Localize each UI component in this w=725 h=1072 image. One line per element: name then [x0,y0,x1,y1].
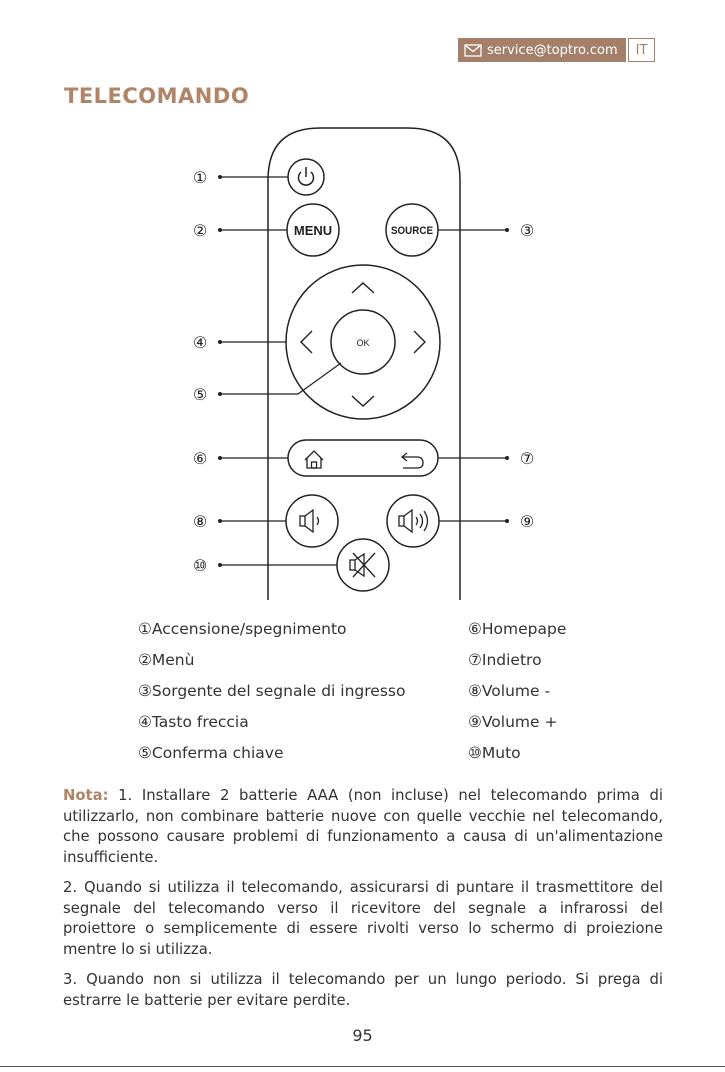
legend [138,620,608,770]
mute-button[interactable] [337,539,389,591]
callout-9: ⑨ [519,512,535,531]
legend-item: ①Accensione/spegnimento [138,620,347,638]
note-label: Nota: [63,787,109,804]
callout-10: ⑩ [192,556,208,575]
volume-up-button[interactable] [387,495,439,547]
legend-item: ⑤Conferma chiave [138,744,284,762]
legend-item: ④Tasto freccia [138,713,249,731]
email-text: service@toptro.com [487,42,618,58]
legend-item: ③Sorgente del segnale di ingresso [138,682,406,700]
menu-button-label: MENU [293,223,333,238]
note-1 [63,786,663,868]
envelope-icon [464,44,482,57]
ok-button-label: OK [356,338,370,348]
legend-item: ⑨Volume + [468,713,558,731]
language-badge: IT [628,38,656,62]
volume-down-button[interactable] [286,495,338,547]
legend-item: ⑦Indietro [468,651,542,669]
callout-5: ⑤ [192,385,208,404]
bottom-divider [0,1066,725,1067]
callout-7: ⑦ [519,449,535,468]
callout-8: ⑧ [192,512,208,531]
legend-item: ⑩Muto [468,744,521,762]
callout-2: ② [192,221,208,240]
source-button-label: SOURCE [391,225,433,237]
home-back-bar [288,440,438,476]
page-number: 95 [352,1026,373,1045]
callout-1: ① [192,168,208,187]
legend-item: ②Menù [138,651,195,669]
email-box[interactable] [458,38,626,62]
legend-item: ⑥Homepape [468,620,567,638]
note-3: 3. Quando non si utilizza il telecomando per un lungo periodo. Si prega di estrarre le batterie per evitare perdite. [63,971,663,1009]
callout-4: ④ [192,333,208,352]
menu-button[interactable] [287,204,339,256]
page-title: TELECOMANDO [64,84,250,108]
power-button[interactable] [288,159,324,195]
legend-item: ⑧Volume - [468,682,551,700]
remote-diagram [150,120,570,610]
callout-3: ③ [519,221,535,240]
source-button[interactable] [386,204,438,256]
notes-section [63,786,663,1021]
note-1-text: 1. Installare 2 batterie AAA (non incluse) nel telecomando prima di utilizzarlo, non combinare batterie nuove con quelle vecchie nel telecomando, che possono causare problemi di funzionamento a causa di un'alimentazione insufficiente. [63,787,663,866]
header-badge [458,38,655,62]
ok-button[interactable] [331,310,395,374]
callout-6: ⑥ [192,449,208,468]
note-2: 2. Quando si utilizza il telecomando, assicurarsi di puntare il trasmettitore del segnale del telecomando verso il ricevitore del segnale a infrarossi del proiettore o semplicemente di essere rivolti verso lo schermo di proiezione mentre lo si utilizza. [63,879,663,958]
